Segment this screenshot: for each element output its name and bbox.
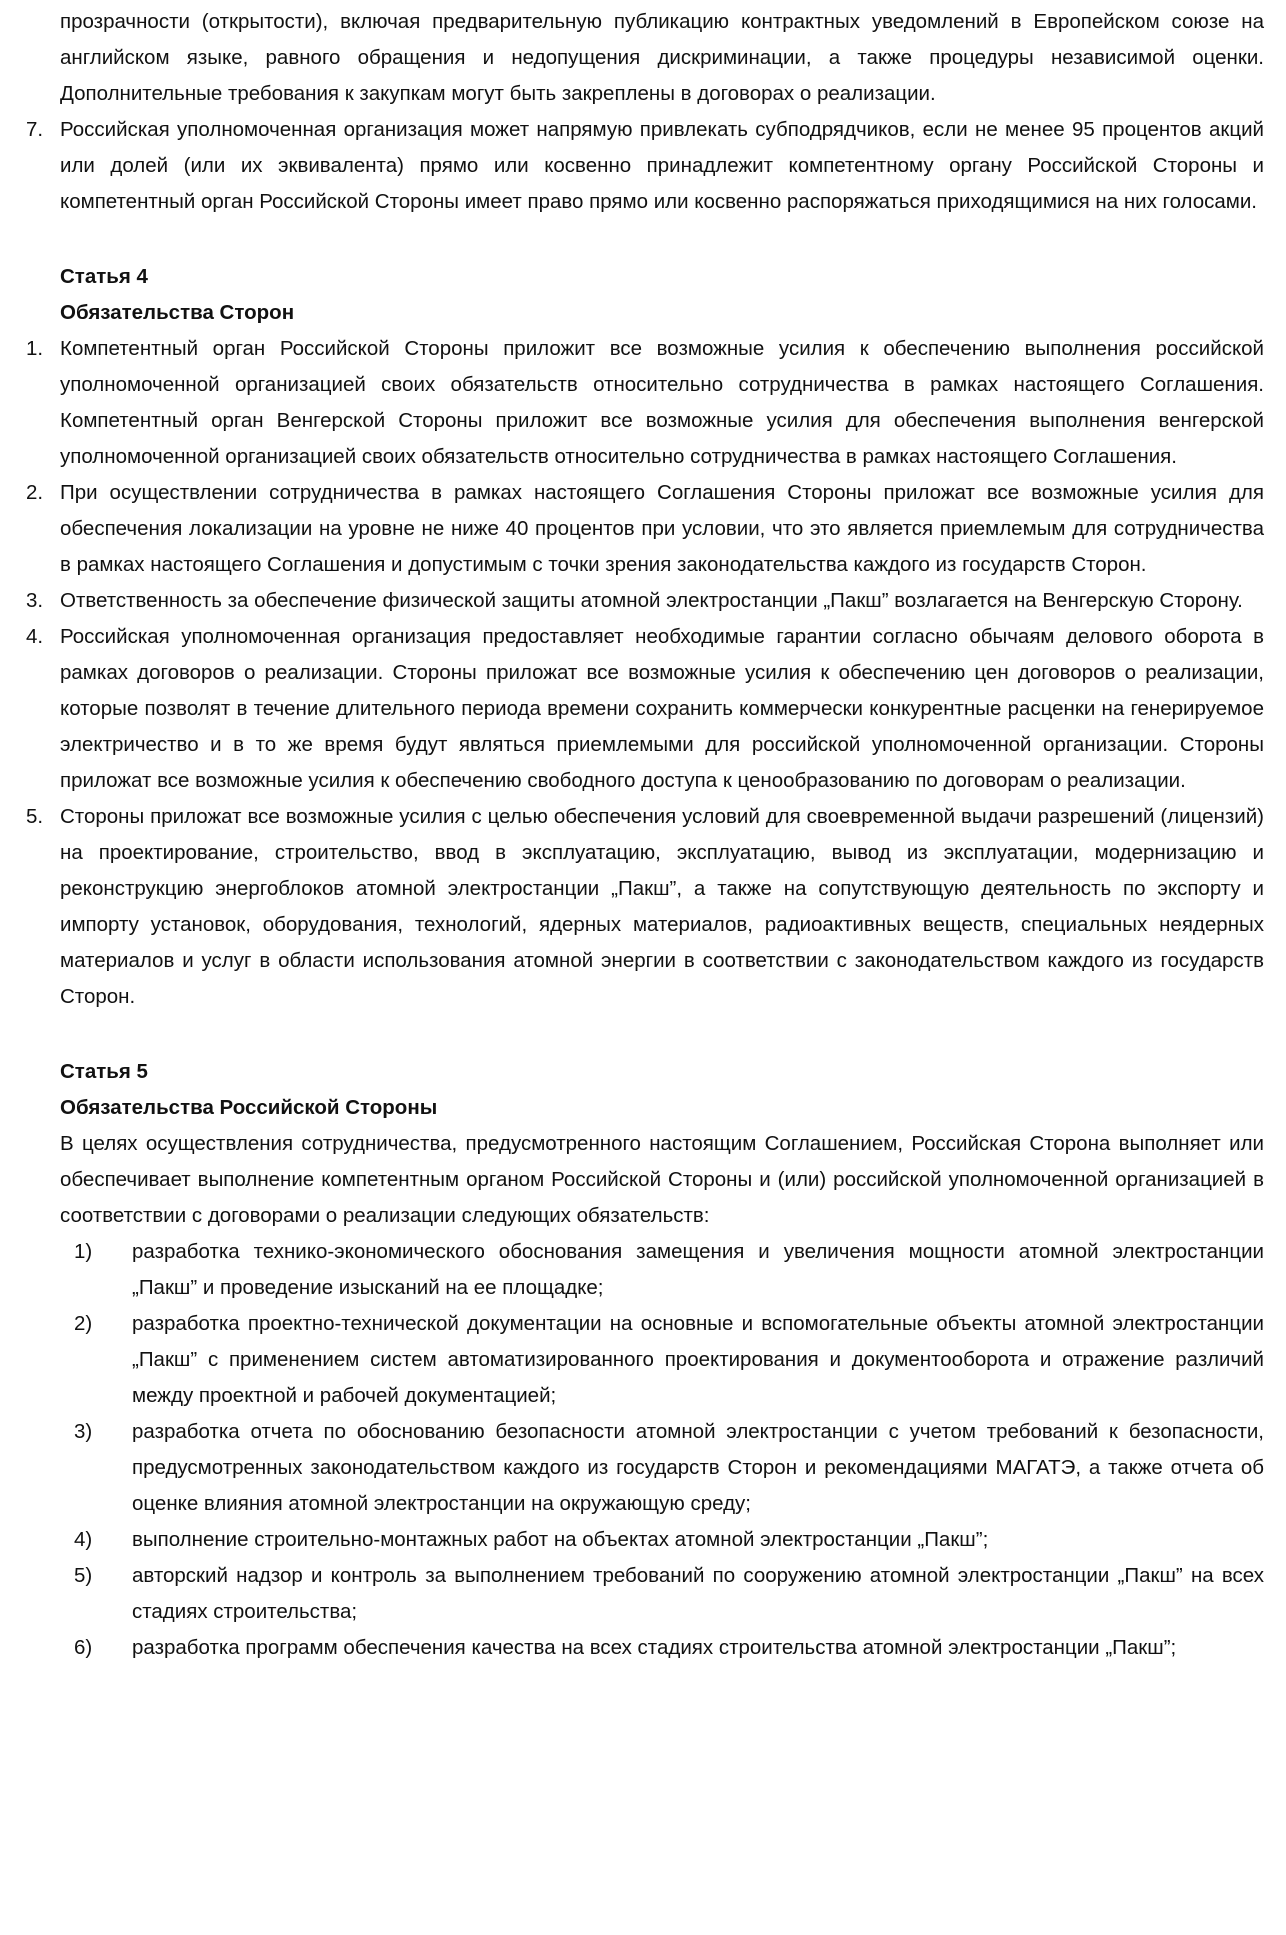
- list-item-text: выполнение строительно-монтажных работ на объектах атомной электростанции „Пакш”;: [132, 1528, 989, 1551]
- article-title: Обязательства Российской Стороны: [60, 1096, 438, 1119]
- list-marker: 2.: [26, 481, 44, 504]
- list-item: [74, 1414, 1264, 1522]
- list-marker: 1): [74, 1240, 93, 1263]
- list-item: [26, 475, 1264, 583]
- continuation-paragraph: прозрачности (открытости), включая предварительную публикацию контрактных уведомлений в Европейском союзе на английском языке, равного обращения и недопущения дискриминации, а также процедуры независимой оценки. Дополнительные требования к закупкам могут быть закреплены в договорах о реализации.: [60, 10, 1264, 105]
- list-item: [26, 799, 1264, 1015]
- list-marker: 1.: [26, 337, 44, 360]
- article-number: Статья 4: [60, 265, 148, 288]
- list-item: [26, 619, 1264, 799]
- article4-list: [26, 331, 1264, 1015]
- list-marker: 4): [74, 1528, 93, 1551]
- list-item: [74, 1234, 1264, 1306]
- list-marker: 5.: [26, 805, 44, 828]
- list-marker: 2): [74, 1312, 93, 1335]
- list-item: [74, 1522, 1264, 1558]
- list-item-text: При осуществлении сотрудничества в рамках настоящего Соглашения Стороны приложат все возможные усилия для обеспечения локализации на уровне не ниже 40 процентов при условии, что это является приемлемым для сотрудничества в рамках настоящего Соглашения и допустимым с точки зрения законодательства каждого из государств Сторон.: [60, 481, 1264, 576]
- article-number: Статья 5: [60, 1060, 148, 1083]
- list-item: [74, 1630, 1264, 1666]
- article5-heading: [60, 1054, 1264, 1126]
- article3-list-tail: [26, 112, 1264, 220]
- list-item: [26, 331, 1264, 475]
- list-item-text: Российская уполномоченная организация предоставляет необходимые гарантии согласно обычаям делового оборота в рамках договоров о реализации. Стороны приложат все возможные усилия к обеспечению цен договоров о реализации, которые позволят в течение длительного периода времени сохранить коммерчески конкурентные расценки на генерируемое электричество и в то же время будут являться приемлемыми для российской уполномоченной организации. Стороны приложат все возможные усилия к обеспечению свободного доступа к ценообразованию по договорам о реализации.: [60, 625, 1264, 792]
- list-marker: 5): [74, 1564, 93, 1587]
- list-item: [26, 112, 1264, 220]
- list-item-text: разработка программ обеспечения качества на всех стадиях строительства атомной электростанции „Пакш”;: [132, 1636, 1177, 1659]
- list-item-text: разработка отчета по обоснованию безопасности атомной электростанции с учетом требований к безопасности, предусмотренных законодательством каждого из государств Сторон и рекомендациями МАГАТЭ, а также отчета об оценке влияния атомной электростанции на окружающую среду;: [132, 1420, 1264, 1515]
- list-item-text: разработка технико-экономического обоснования замещения и увеличения мощности атомной электростанции „Пакш” и проведение изысканий на ее площадке;: [132, 1240, 1264, 1299]
- list-item-text: разработка проектно-технической документации на основные и вспомогательные объекты атомной электростанции „Пакш” с применением систем автоматизированного проектирования и документооборота и отражение различий между проектной и рабочей документацией;: [132, 1312, 1264, 1407]
- list-item-text: Российская уполномоченная организация может напрямую привлекать субподрядчиков, если не менее 95 процентов акций или долей (или их эквивалента) прямо или косвенно принадлежит компетентному органу Российской Стороны и компетентный орган Российской Стороны имеет право прямо или косвенно распоряжаться приходящимися на них голосами.: [60, 118, 1264, 213]
- article5-intro: В целях осуществления сотрудничества, предусмотренного настоящим Соглашением, Российская Сторона выполняет или обеспечивает выполнение компетентным органом Российской Стороны и (или) российской уполномоченной организацией в соответствии с договорами о реализации следующих обязательств:: [60, 1132, 1264, 1227]
- list-marker: 7.: [26, 118, 44, 141]
- list-item: [74, 1306, 1264, 1414]
- article5-list: [60, 1234, 1264, 1666]
- list-marker: 6): [74, 1636, 93, 1659]
- article-title: Обязательства Сторон: [60, 301, 295, 324]
- list-item: [74, 1558, 1264, 1630]
- list-marker: 3.: [26, 589, 44, 612]
- list-item-text: Ответственность за обеспечение физической защиты атомной электростанции „Пакш” возлагается на Венгерскую Сторону.: [60, 589, 1243, 612]
- list-item-text: авторский надзор и контроль за выполнением требований по сооружению атомной электростанции „Пакш” на всех стадиях строительства;: [132, 1564, 1264, 1623]
- list-marker: 4.: [26, 625, 44, 648]
- list-item-text: Стороны приложат все возможные усилия с целью обеспечения условий для своевременной выдачи разрешений (лицензий) на проектирование, строительство, ввод в эксплуатацию, эксплуатацию, вывод из эксплуатации, модернизацию и реконструкцию энергоблоков атомной электростанции „Пакш”, а также на сопутствующую деятельность по экспорту и импорту установок, оборудования, технологий, ядерных материалов, радиоактивных веществ, специальных неядерных материалов и услуг в области использования атомной энергии в соответствии с законодательством каждого из государств Сторон.: [60, 805, 1264, 1008]
- list-item: [26, 583, 1264, 619]
- list-marker: 3): [74, 1420, 93, 1443]
- list-item-text: Компетентный орган Российской Стороны приложит все возможные усилия к обеспечению выполнения российской уполномоченной организацией своих обязательств относительно сотрудничества в рамках настоящего Соглашения. Компетентный орган Венгерской Стороны приложит все возможные усилия для обеспечения выполнения венгерской уполномоченной организацией своих обязательств относительно сотрудничества в рамках настоящего Соглашения.: [60, 337, 1264, 468]
- article4-heading: [60, 259, 1264, 331]
